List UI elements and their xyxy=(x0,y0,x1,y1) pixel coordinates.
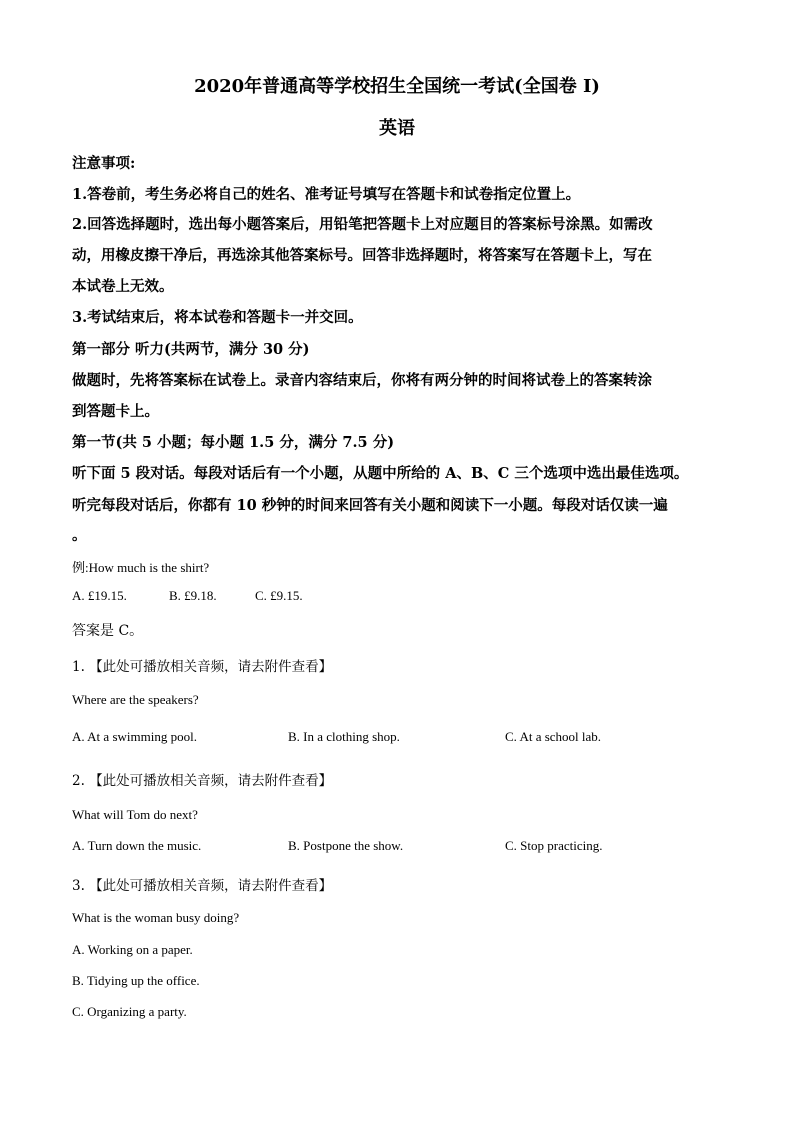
section1-heading: 第一节(共 5 小题；每小题 1.5 分，满分 7.5 分) xyxy=(72,434,395,451)
notice-item-3: 3.考试结束后，将本试卷和答题卡一并交回。 xyxy=(72,309,363,326)
notice-item-1: 1.答卷前，考生务必将自己的姓名、准考证号填写在答题卡和试卷指定位置上。 xyxy=(72,186,581,203)
subject-title: 英语 xyxy=(379,118,415,139)
question-2-option-c: C. Stop practicing. xyxy=(505,838,603,853)
question-1-option-a: A. At a swimming pool. xyxy=(72,729,197,744)
question-1-label: 1. 【此处可播放相关音频，请去附件查看】 xyxy=(72,659,333,675)
question-3-option-a: A. Working on a paper. xyxy=(72,942,193,957)
section1-instruction-line-2: 听完每段对话后，你都有 10 秒钟的时间来回答有关小题和阅读下一小题。每段对话仅读一遍 xyxy=(72,497,668,514)
question-3-text: What is the woman busy doing? xyxy=(72,910,240,925)
question-2-option-b: B. Postpone the show. xyxy=(288,838,404,853)
question-3-option-b: B. Tidying up the office. xyxy=(72,973,200,988)
part1-heading: 第一部分 听力(共两节，满分 30 分) xyxy=(72,341,310,358)
question-3-option-c: C. Organizing a party. xyxy=(72,1004,187,1019)
part1-instruction-line-2: 到答题卡上。 xyxy=(72,403,159,420)
section1-instruction-line-1: 听下面 5 段对话。每段对话后有一个小题，从题中所给的 A、B、C 三个选项中选出最佳选项。 xyxy=(72,465,689,482)
example-option-c: C. £9.15. xyxy=(255,588,303,603)
question-1-option-b: B. In a clothing shop. xyxy=(288,729,400,744)
notice-item-2-line-1: 2.回答选择题时，选出每小题答案后，用铅笔把答题卡上对应题目的答案标号涂黑。如需改 xyxy=(72,216,653,233)
example-option-a: A. £19.15. xyxy=(72,588,127,603)
notice-item-2-line-2: 动，用橡皮擦干净后，再选涂其他答案标号。回答非选择题时，将答案写在答题卡上，写在 xyxy=(72,247,652,264)
section1-instruction-line-3: 。 xyxy=(72,527,87,544)
question-1-text: Where are the speakers? xyxy=(72,692,199,707)
question-1-option-c: C. At a school lab. xyxy=(505,729,602,744)
notice-heading: 注意事项: xyxy=(72,155,136,172)
exam-title: 2020年普通高等学校招生全国统一考试(全国卷 I) xyxy=(194,76,600,97)
example-question: 例:How much is the shirt? xyxy=(72,560,210,575)
question-3-label: 3. 【此处可播放相关音频，请去附件查看】 xyxy=(72,878,333,894)
part1-instruction-line-1: 做题时，先将答案标在试卷上。录音内容结束后，你将有两分钟的时间将试卷上的答案转涂 xyxy=(72,372,652,389)
question-2-text: What will Tom do next? xyxy=(72,807,198,822)
question-2-label: 2. 【此处可播放相关音频，请去附件查看】 xyxy=(72,773,333,789)
example-option-b: B. £9.18. xyxy=(169,588,217,603)
notice-item-2-line-3: 本试卷上无效。 xyxy=(72,278,174,295)
question-2-option-a: A. Turn down the music. xyxy=(72,838,202,853)
example-answer: 答案是 C。 xyxy=(72,623,144,639)
